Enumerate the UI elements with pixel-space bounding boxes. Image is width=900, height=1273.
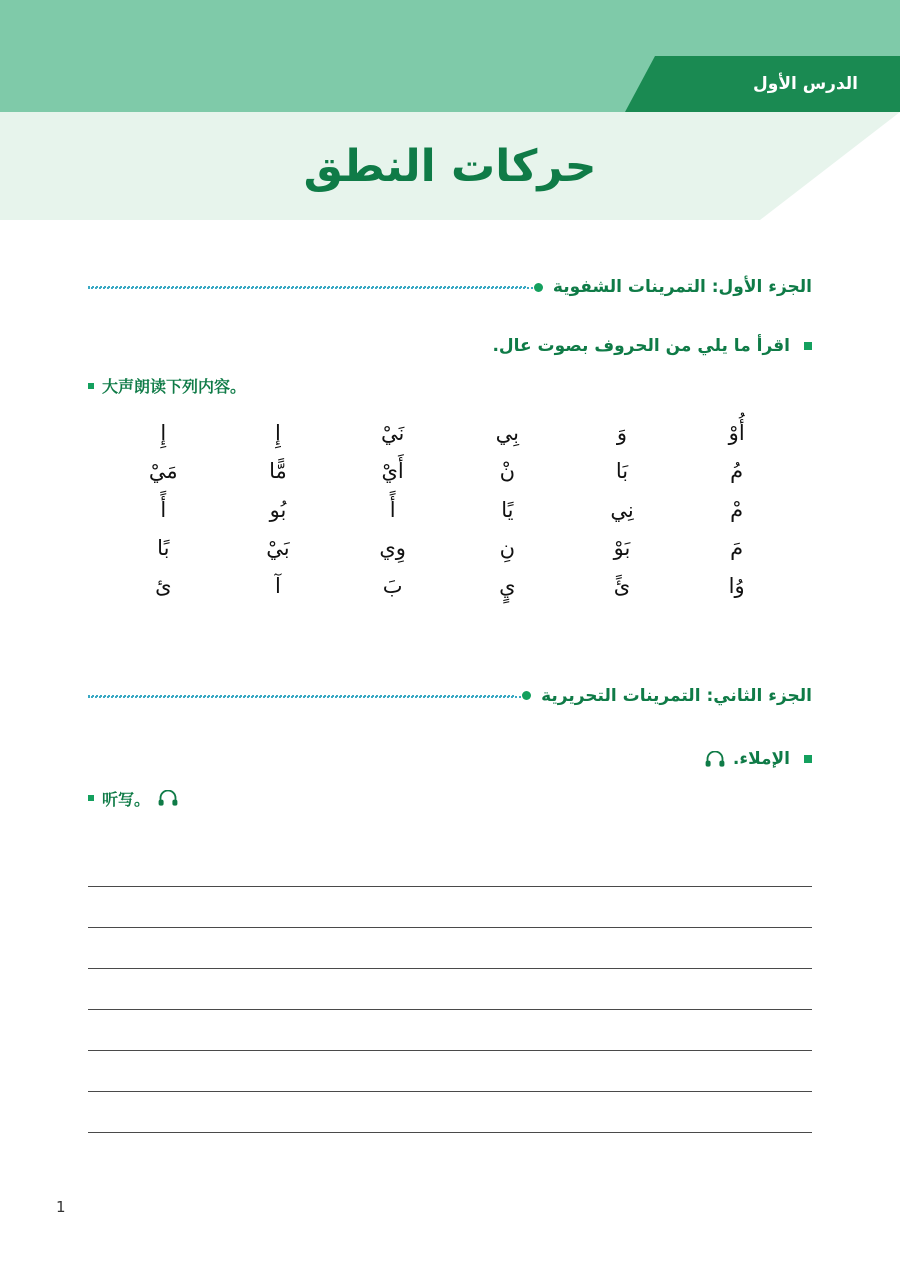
letter-cell: نْ bbox=[499, 459, 516, 484]
letter-cell: مَيْ bbox=[148, 459, 178, 484]
letter-cell: أً bbox=[389, 497, 396, 522]
writing-line[interactable] bbox=[88, 846, 812, 887]
letters-row bbox=[88, 457, 812, 485]
letter-cell: مُ bbox=[730, 459, 744, 484]
headphones-icon bbox=[158, 790, 178, 806]
square-bullet-icon bbox=[804, 755, 812, 763]
letter-cell: وُا bbox=[728, 574, 745, 599]
section-bullet-dot bbox=[534, 283, 543, 292]
letter-cell: بُو bbox=[269, 497, 287, 522]
letter-cell: مْ bbox=[730, 497, 744, 522]
letter-cell: وَ bbox=[616, 421, 628, 445]
letter-cell: نَيْ bbox=[380, 421, 405, 445]
letter-cell: أَيْ bbox=[381, 459, 404, 484]
section-heading-part-one-label: الجزء الأول: التمرينات الشفوية bbox=[543, 277, 812, 297]
exercise1-instruction-chinese bbox=[88, 374, 812, 397]
letters-row bbox=[88, 534, 812, 562]
letter-cell: يًا bbox=[501, 497, 514, 522]
section-dotted-line bbox=[88, 695, 514, 697]
letters-row bbox=[88, 572, 812, 600]
square-bullet-icon bbox=[804, 342, 812, 350]
section-heading-part-one bbox=[88, 268, 812, 306]
exercise1-instruction-chinese-text: 大声朗读下列内容。 bbox=[102, 377, 247, 396]
exercise2-instruction-chinese-text: 听写。 bbox=[102, 789, 151, 809]
lesson-label: الدرس الأول bbox=[753, 74, 858, 94]
letter-cell: بَا bbox=[615, 459, 629, 484]
letter-cell: بَوْ bbox=[613, 536, 631, 561]
letter-cell: يٍ bbox=[499, 574, 516, 599]
letter-cell: إِ bbox=[275, 421, 281, 445]
page-title: حركات النطق bbox=[303, 140, 597, 192]
page-content bbox=[0, 220, 900, 1133]
exercise1-instruction-arabic-text: اقرأ ما يلي من الحروف بصوت عال. bbox=[492, 336, 790, 356]
square-bullet-small-icon bbox=[88, 383, 94, 389]
writing-line[interactable] bbox=[88, 1092, 812, 1133]
letter-cell: ئ bbox=[155, 574, 172, 599]
letter-cell: ئً bbox=[613, 574, 631, 599]
letter-cell: بِي bbox=[495, 421, 519, 445]
letter-cell: نِ bbox=[499, 536, 516, 561]
writing-line[interactable] bbox=[88, 928, 812, 969]
letter-cell: نِي bbox=[610, 497, 634, 522]
section-dotted-line bbox=[88, 286, 526, 288]
section-heading-part-two bbox=[88, 677, 812, 715]
headphones-icon bbox=[705, 751, 725, 767]
writing-line[interactable] bbox=[88, 969, 812, 1010]
letters-row bbox=[88, 496, 812, 524]
writing-line[interactable] bbox=[88, 1051, 812, 1092]
writing-line[interactable] bbox=[88, 887, 812, 928]
letter-cell: أً bbox=[160, 497, 167, 522]
letter-cell: آ bbox=[275, 574, 281, 599]
letter-cell: بًا bbox=[157, 536, 170, 561]
letters-grid bbox=[88, 419, 812, 601]
letter-cell: بَيْ bbox=[266, 536, 290, 561]
square-bullet-small-icon bbox=[88, 795, 94, 801]
letter-cell: إِ bbox=[160, 421, 167, 445]
exercise2-instruction-chinese bbox=[88, 787, 812, 810]
section-heading-part-two-label: الجزء الثاني: التمرينات التحريرية bbox=[531, 686, 812, 706]
letter-cell: بَ bbox=[382, 574, 403, 599]
letter-cell: مًّا bbox=[269, 459, 287, 484]
letter-cell: مَ bbox=[730, 536, 744, 561]
exercise2-instruction-arabic bbox=[88, 749, 812, 769]
writing-line[interactable] bbox=[88, 1010, 812, 1051]
letter-cell: أُوْ bbox=[728, 421, 745, 445]
exercise2-instruction-arabic-text: الإملاء. bbox=[732, 748, 790, 769]
page-number: 1 bbox=[56, 1198, 66, 1216]
dictation-writing-lines bbox=[88, 846, 812, 1133]
letter-cell: وِي bbox=[379, 536, 406, 561]
section-bullet-dot bbox=[522, 691, 531, 700]
letters-row bbox=[88, 419, 812, 447]
exercise1-instruction-arabic bbox=[88, 336, 812, 356]
